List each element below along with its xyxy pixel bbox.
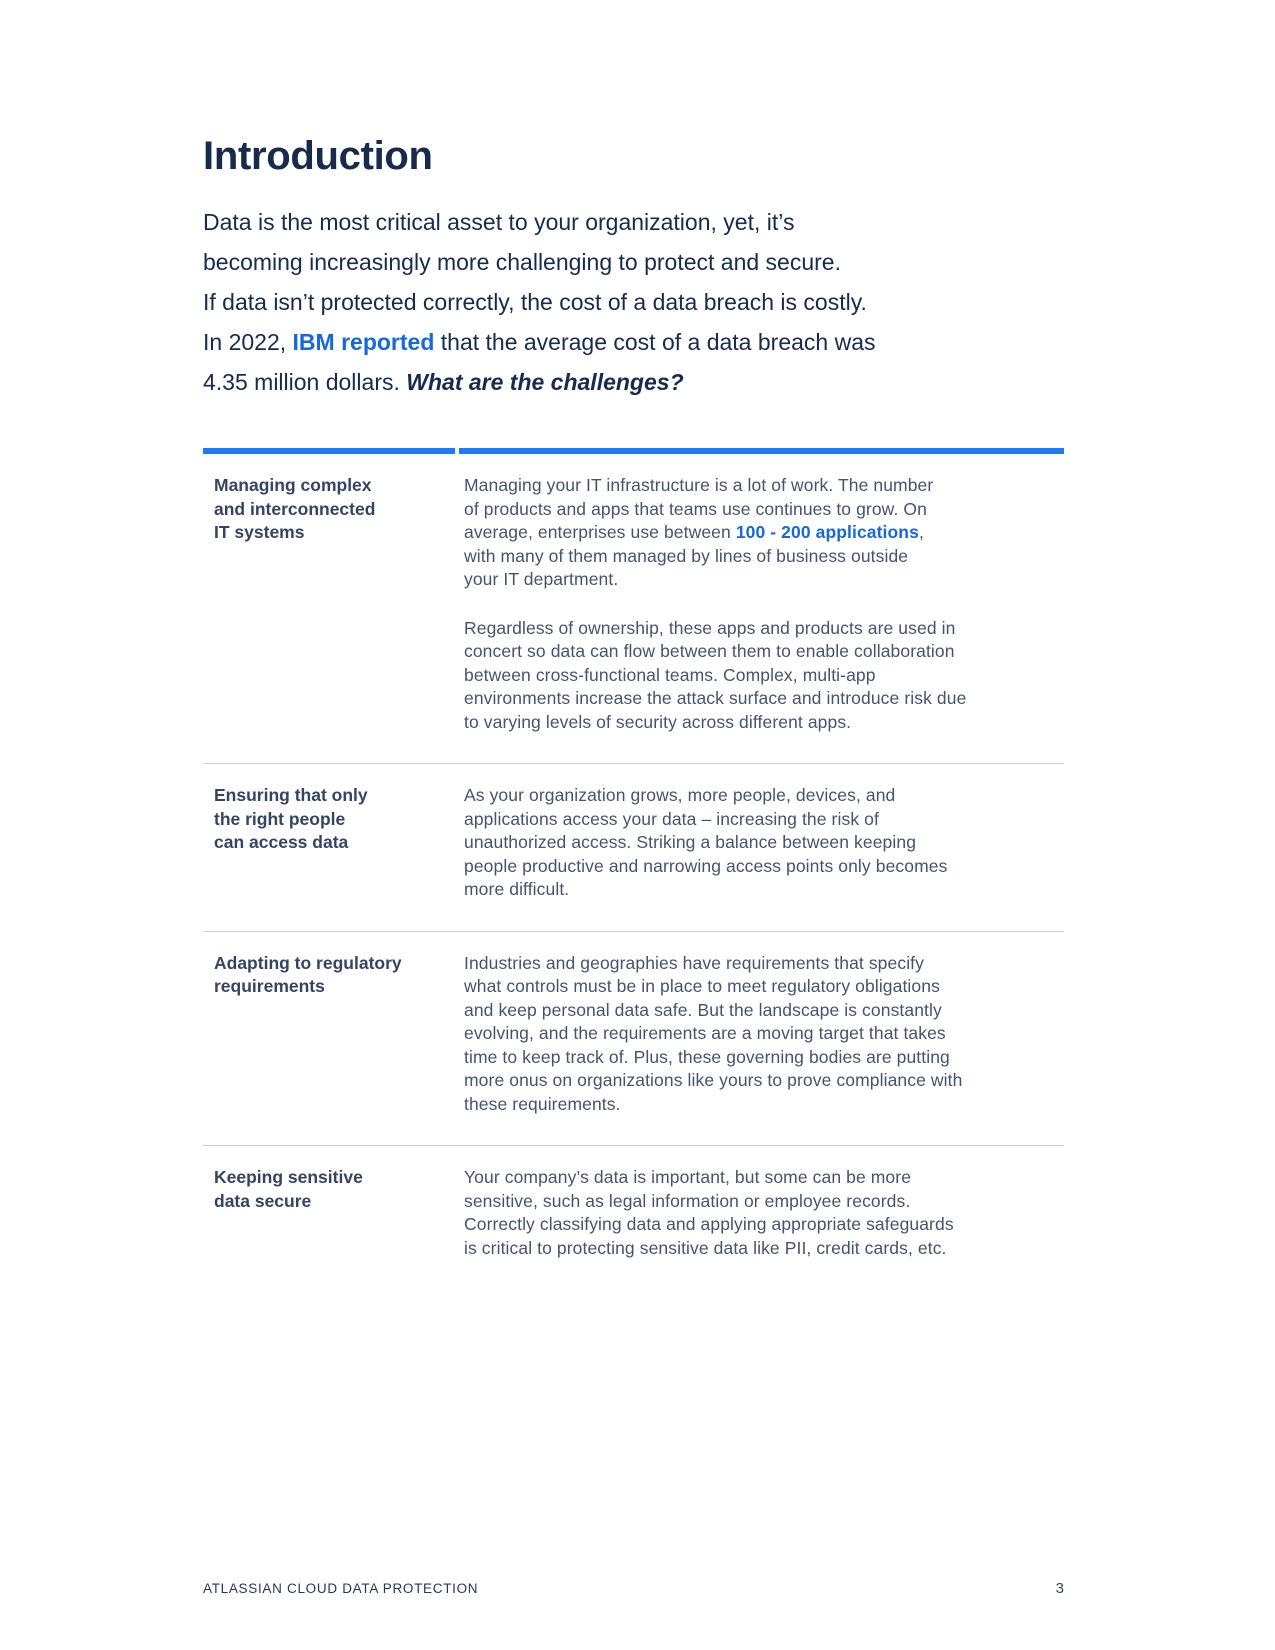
text-line: evolving, and the requirements are a moving target that takes xyxy=(464,1023,946,1043)
row-body xyxy=(459,474,1064,734)
text-line: sensitive, such as legal information or employee records. xyxy=(464,1190,911,1211)
text-line: people productive and narrowing access points only becomes xyxy=(464,855,948,876)
challenges-question: What are the challenges? xyxy=(406,369,684,395)
text-line: unauthorized access. Striking a balance between keeping xyxy=(464,832,917,852)
text-line: more difficult. xyxy=(464,879,570,899)
text-line: Keeping sensitive xyxy=(214,1167,363,1187)
applications-link[interactable]: 100 - 200 applications xyxy=(735,522,919,542)
text-line: Managing complex xyxy=(214,475,372,495)
top-rule-label-segment xyxy=(203,448,455,454)
body-text: , xyxy=(918,522,924,542)
table-row xyxy=(203,931,1064,1146)
text-line: requirements xyxy=(214,976,325,996)
text-line: Regardless of ownership, these apps and products are used in xyxy=(464,617,956,638)
intro-line: If data isn’t protected correctly, the cost of a data breach is costly. xyxy=(203,289,867,315)
paragraph xyxy=(464,952,1064,1117)
text-line: IT systems xyxy=(214,522,305,542)
text-line: Industries and geographies have requirements that specify xyxy=(464,952,924,973)
intro-line xyxy=(203,362,1064,402)
intro-text: 4.35 million dollars. xyxy=(203,369,407,395)
row-label xyxy=(203,1166,459,1260)
text-line: Adapting to regulatory xyxy=(214,952,402,973)
intro-line: becoming increasingly more challenging to protect and secure. xyxy=(203,249,841,275)
footer-page-number: 3 xyxy=(1055,1580,1064,1597)
row-body xyxy=(459,784,1064,902)
text-line: applications access your data – increasing the risk of xyxy=(464,808,879,829)
page-footer xyxy=(203,1580,1064,1597)
text-line: data secure xyxy=(214,1190,312,1211)
challenges-table xyxy=(203,448,1064,1289)
intro-text: that the average cost of a data breach was xyxy=(434,329,876,355)
text-line: Your company’s data is important, but some can be more xyxy=(464,1167,912,1187)
text-line: Correctly classifying data and applying appropriate safeguards xyxy=(464,1214,954,1234)
table-row xyxy=(203,1145,1064,1289)
paragraph xyxy=(464,784,1064,902)
text-line: environments increase the attack surface and introduce risk due xyxy=(464,688,967,708)
row-label xyxy=(203,952,459,1117)
text-line: Ensuring that only xyxy=(214,785,368,805)
text-line: the right people xyxy=(214,808,346,829)
page-content xyxy=(203,0,1064,1289)
table-row xyxy=(203,763,1064,931)
paragraph xyxy=(464,474,1064,592)
text-line: is critical to protecting sensitive data like PII, credit cards, etc. xyxy=(464,1237,947,1258)
text-line: can access data xyxy=(214,832,349,852)
text-line: between cross-functional teams. Complex, multi-app xyxy=(464,664,876,685)
footer-document-title: ATLASSIAN CLOUD DATA PROTECTION xyxy=(203,1581,479,1596)
top-rule-body-segment xyxy=(459,448,1064,454)
text-line: of products and apps that teams use continues to grow. On xyxy=(464,498,927,519)
text-line: Managing your IT infrastructure is a lot of work. The number xyxy=(464,475,934,495)
intro-paragraph xyxy=(203,202,1064,402)
page-title: Introduction xyxy=(203,134,433,178)
body-text: average, enterprises use between xyxy=(464,522,736,542)
paragraph xyxy=(464,1166,1064,1260)
text-line: what controls must be in place to meet regulatory obligations xyxy=(464,976,940,996)
text-line: more onus on organizations like yours to prove compliance with xyxy=(464,1070,963,1090)
text-line: and interconnected xyxy=(214,498,376,519)
text-line: to varying levels of security across different apps. xyxy=(464,711,852,732)
paragraph-lines xyxy=(464,474,1064,521)
table-row xyxy=(203,454,1064,763)
text-line: these requirements. xyxy=(464,1093,621,1114)
table-top-rule xyxy=(203,448,1064,454)
row-label xyxy=(203,784,459,902)
ibm-reported-link[interactable]: IBM reported xyxy=(292,329,435,355)
text-line: with many of them managed by lines of business outside xyxy=(464,545,909,566)
intro-line: Data is the most critical asset to your organization, yet, it’s xyxy=(203,209,795,235)
text-line: As your organization grows, more people, devices, and xyxy=(464,785,896,805)
intro-text: In 2022, xyxy=(203,329,293,355)
paragraph xyxy=(464,617,1064,735)
row-body xyxy=(459,952,1064,1117)
text-line xyxy=(464,521,1064,545)
paragraph-lines xyxy=(464,545,1064,592)
text-line: your IT department. xyxy=(464,569,619,589)
intro-line xyxy=(203,322,1064,362)
text-line: and keep personal data safe. But the landscape is constantly xyxy=(464,999,942,1020)
row-body xyxy=(459,1166,1064,1260)
text-line: concert so data can flow between them to enable collaboration xyxy=(464,641,955,661)
row-label xyxy=(203,474,459,734)
text-line: time to keep track of. Plus, these governing bodies are putting xyxy=(464,1046,950,1067)
